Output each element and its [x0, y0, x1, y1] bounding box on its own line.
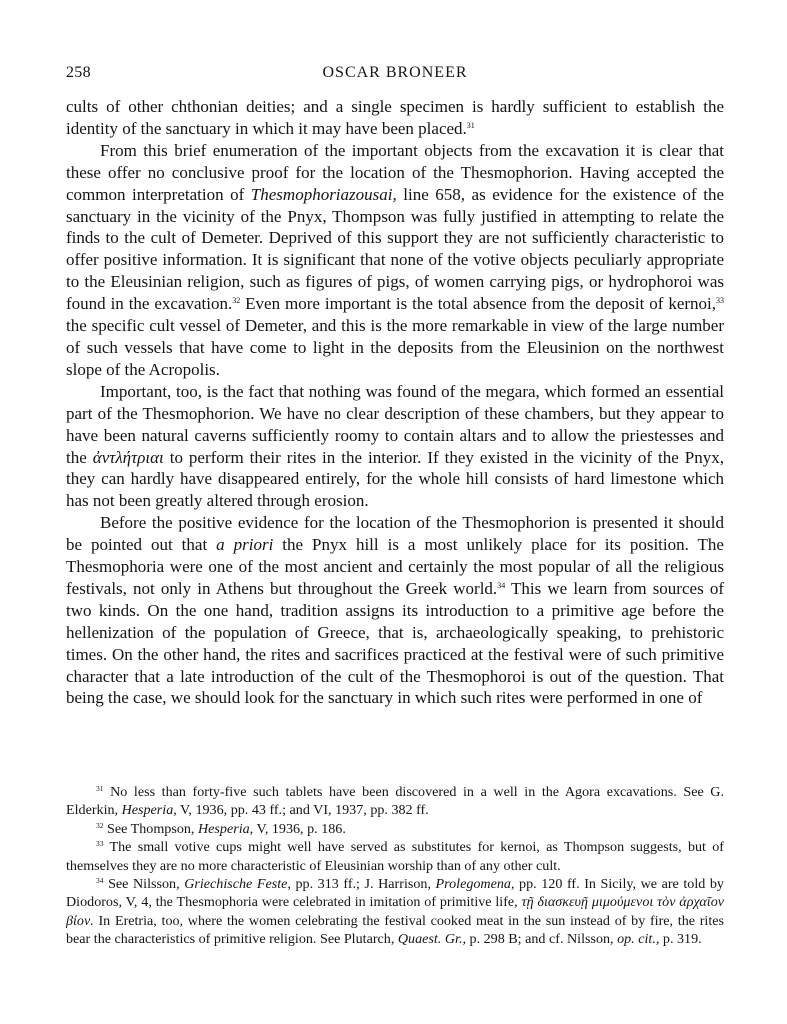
paragraph-3: Important, too, is the fact that nothing was found of the megara, which formed an essential part of the Thesmophorion. We have no clear description of these chambers, but they appear to have been natural caverns sufficiently roomy to contain altars and to allow the priestesses and the ἀντλήτριαι to perform their rites in the interior. If they existed in the vicinity of the Pnyx, they can hardly have disappeared entirely, for the whole hill consists of hard limestone which has not been greatly altered through erosion. — [66, 381, 724, 511]
paragraph-2: From this brief enumeration of the important objects from the excavation it is clear that these offer no conclusive proof for the location of the Thesmophorion. Having accepted the common interpretation of Thesmophoriazousai, line 658, as evidence for the existence of the sanctuary in the vicinity of the Pnyx, Thompson was fully justified in attempting to relate the finds to the cult of Demeter. Deprived of this support they are not sufficiently characteristic to offer positive information. It is significant that none of the votive objects peculiarly appropriate to the Eleusinian religion, such as figures of pigs, of women carrying pigs, or hydrophoroi was found in the excavation.$^{32}$ Even more important is the total absence from the deposit of kernoi,$^{33}$ the specific cult vessel of Demeter, and this is the more remarkable in view of the large number of such vessels that have come to light in the deposits from the Eleusinion on the northwest slope of the Acropolis. — [66, 140, 725, 379]
footnotes — [66, 783, 724, 949]
running-head: OSCAR BRONEER — [322, 64, 468, 81]
paragraph-1: cults of other chthonian deities; and a single specimen is hardly sufficient to establish the identity of the sanctuary in which it may have been placed.$^{31}$ — [66, 97, 724, 138]
footnote-ref-31[interactable]: 31 — [466, 120, 475, 130]
page-number: 258 — [66, 64, 91, 81]
footnote-33: $^{33}$ The small votive cups might well have served as substitutes for kernoi, as Thompson suggests, but of themselves they are no more characteristic of Eleusinian worship than of any other cult. — [66, 839, 724, 874]
paragraph-4: Before the positive evidence for the location of the Thesmophorion is presented it should be pointed out that a priori the Pnyx hill is a most unlikely place for its position. The Thesmophoria were one of the most ancient and certainly the most popular of all the religious festivals, not only in Athens but throughout the Greek world.$^{34}$ This we learn from sources of two kinds. On the one hand, tradition assigns its introduction to a primitive age before the hellenization of the population of Greece, that is, archaeologically speaking, to prehistoric times. On the other hand, the rites and sacrifices practiced at the festival were of such primitive character that a late introduction of the cult of the Thesmophoroi is out of the question. That being the case, we should look for the sanctuary in which such rites were performed in one of — [66, 513, 724, 708]
main-text — [66, 96, 724, 709]
footnote-ref-33[interactable]: 33 — [716, 296, 725, 306]
footnote-32: $^{32}$ See Thompson, Hesperia, V, 1936, p. 186. — [96, 820, 346, 837]
footnote-31: $^{31}$ No less than forty-five such tablets have been discovered in a well in the Agora excavations. See G. Elderkin, Hesperia, V, 1936, pp. 43 ff.; and VI, 1937, pp. 382 ff. — [66, 784, 724, 819]
footnote-ref-32[interactable]: 32 — [232, 296, 241, 306]
footnote-34: $^{34}$ See Nilsson, Griechische Feste, pp. 313 ff.; J. Harrison, Prolegomena, pp. 120 ff. In Sicily, we are told by Diodoros, V, 4, the Thesmophoria were celebrated in imitation of primitive life, τῇ διασκευῇ μιμούμενοι τὸν ἀρχαῖον βίον. In Eretria, too, where the women celebrating the festival cooked meat in the sun instead of by fire, the rites bear the characteristics of primitive religion. See Plutarch, Quaest. Gr., p. 298 B; and cf. Nilsson, op. cit., p. 319. — [66, 876, 724, 948]
footnote-ref-34[interactable]: 34 — [497, 580, 506, 590]
page-header — [66, 64, 724, 86]
